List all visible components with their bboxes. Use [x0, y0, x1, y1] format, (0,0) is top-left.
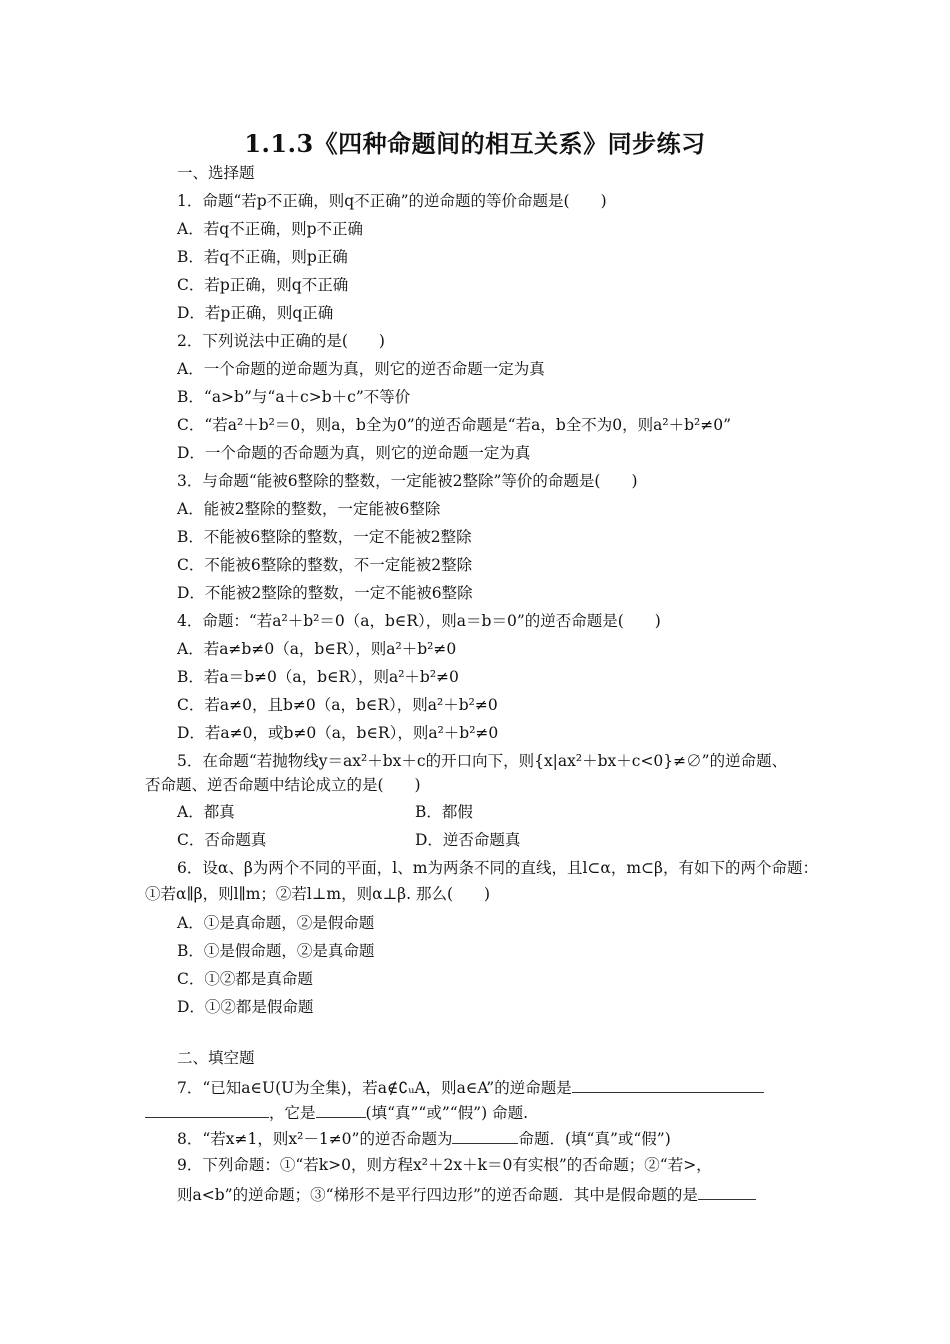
question-7-blank-1[interactable] [572, 1076, 764, 1093]
question-9-line-2 [177, 1183, 756, 1205]
question-3-option-d: D．不能被2整除的整数，一定不能被6整除 [177, 584, 473, 602]
question-8-text-2: 命题．(填“真”或“假”) [518, 1130, 671, 1148]
question-7-text-2: ，它是 [269, 1104, 316, 1122]
question-5-option-c: C．否命题真 [177, 831, 267, 849]
question-9-blank[interactable] [698, 1183, 756, 1200]
question-6-option-a: A．①是真命题，②是假命题 [177, 914, 375, 932]
question-1-option-a: A．若q不正确，则p不正确 [177, 220, 364, 238]
question-7-text-3: (填“真”“或”“假”) 命题. [365, 1104, 529, 1122]
question-8-blank[interactable] [452, 1127, 518, 1144]
question-9-line-1: 9．下列命题：①“若k>0，则方程x²＋2x＋k＝0有实根”的否命题；②“若>， [177, 1156, 712, 1174]
question-7-line-1 [177, 1076, 764, 1098]
question-3-stem: 3．与命题“能被6整除的整数，一定能被2整除”等价的命题是( ) [177, 472, 638, 490]
question-5-stem-line-1: 5．在命题“若抛物线y＝ax²＋bx＋c的开口向下，则{x|ax²＋bx＋c<0}≠∅”的逆命题、 [177, 752, 788, 770]
question-5-option-b: B．都假 [415, 803, 473, 821]
question-8-line [177, 1127, 671, 1149]
question-5-stem-line-2: 否命题、逆否命题中结论成立的是( ) [145, 776, 421, 794]
question-1-option-c: C．若p正确，则q不正确 [177, 276, 349, 294]
section-heading-fill: 二、填空题 [177, 1049, 255, 1067]
page-title: 1.1.3《四种命题间的相互关系》同步练习 [244, 129, 706, 158]
question-2-option-a: A．一个命题的逆命题为真，则它的逆否命题一定为真 [177, 360, 545, 378]
question-1-stem: 1．命题“若p不正确，则q不正确”的逆命题的等价命题是( ) [177, 192, 607, 210]
question-5-option-a: A．都真 [177, 803, 235, 821]
question-9-text: 则a<b”的逆命题；③“梯形不是平行四边形”的逆否命题．其中是假命题的是 [177, 1186, 698, 1204]
question-3-option-c: C．不能被6整除的整数，不一定能被2整除 [177, 556, 473, 574]
question-6-option-c: C．①②都是真命题 [177, 970, 313, 988]
question-7-blank-2[interactable] [316, 1101, 366, 1118]
question-1-option-b: B．若q不正确，则p正确 [177, 248, 348, 266]
question-3-option-b: B．不能被6整除的整数，一定不能被2整除 [177, 528, 472, 546]
question-7-text-1: 7．“已知a∈U(U为全集)，若a∉∁ᵤA，则a∈A”的逆命题是 [177, 1079, 572, 1097]
question-1-option-d: D．若p正确，则q正确 [177, 304, 334, 322]
question-8-text-1: 8．“若x≠1，则x²－1≠0”的逆否命题为 [177, 1130, 453, 1148]
question-2-stem: 2．下列说法中正确的是( ) [177, 332, 385, 350]
question-2-option-c: C．“若a²＋b²＝0，则a，b全为0”的逆否命题是“若a，b全不为0，则a²＋b²≠0” [177, 416, 731, 434]
question-6-option-d: D．①②都是假命题 [177, 998, 314, 1016]
question-4-stem: 4．命题：“若a²＋b²＝0（a，b∈R），则a＝b＝0”的逆否命题是( ) [177, 612, 661, 630]
question-7-blank-1-continued[interactable] [145, 1101, 269, 1118]
question-2-option-d: D．一个命题的否命题为真，则它的逆命题一定为真 [177, 444, 531, 462]
question-2-option-b: B．“a>b”与“a＋c>b＋c”不等价 [177, 388, 411, 406]
question-4-option-d: D．若a≠0，或b≠0（a，b∈R），则a²＋b²≠0 [177, 724, 499, 742]
question-3-option-a: A．能被2整除的整数，一定能被6整除 [177, 500, 441, 518]
section-heading-choice: 一、选择题 [177, 164, 255, 182]
question-4-option-a: A．若a≠b≠0（a，b∈R），则a²＋b²≠0 [177, 640, 457, 658]
question-5-option-d: D．逆否命题真 [415, 831, 521, 849]
question-4-option-c: C．若a≠0，且b≠0（a，b∈R），则a²＋b²≠0 [177, 696, 498, 714]
question-6-stem-line-2: ①若α∥β，则l∥m；②若l⊥m，则α⊥β. 那么( ) [145, 885, 491, 903]
question-7-line-2 [145, 1101, 528, 1123]
question-6-stem-line-1: 6．设α、β为两个不同的平面，l、m为两条不同的直线，且l⊂α，m⊂β，有如下的两个命题： [177, 859, 819, 877]
question-4-option-b: B．若a＝b≠0（a，b∈R），则a²＋b²≠0 [177, 668, 459, 686]
question-6-option-b: B．①是假命题，②是真命题 [177, 942, 375, 960]
